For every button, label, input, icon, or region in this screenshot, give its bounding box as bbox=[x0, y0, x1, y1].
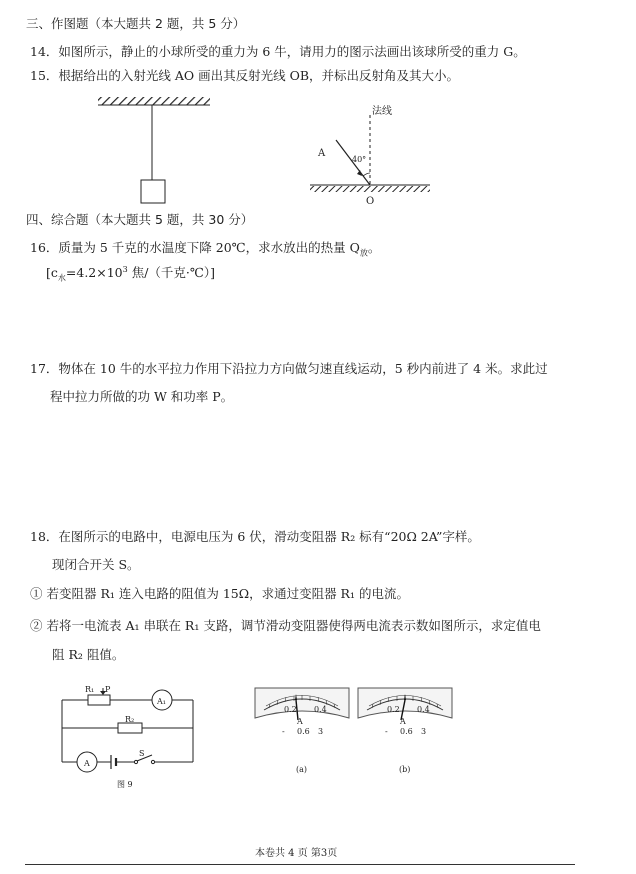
point-a-label: A bbox=[318, 148, 326, 159]
switch-s-label: S bbox=[139, 749, 145, 758]
meter-b-tick-high: 0.4 bbox=[417, 705, 430, 714]
question-18-sub1: ① 若变阻器 R₁ 连入电路的阻值为 15Ω，求通过变阻器 R₁ 的电流。 bbox=[30, 586, 409, 601]
footer-divider bbox=[25, 864, 575, 865]
meter-b-unit: A bbox=[400, 717, 406, 726]
reflection-figure bbox=[300, 100, 450, 210]
meter-b-terminal-minus: - bbox=[385, 727, 388, 736]
meter-a-tick-high: 0.4 bbox=[314, 705, 327, 714]
r2-label: R₂ bbox=[125, 715, 135, 724]
meter-a-terminal-0.6: 0.6 bbox=[297, 727, 310, 736]
question-17-line2: 程中拉力所做的功 W 和功率 P。 bbox=[50, 389, 234, 404]
r1-label: R₁ bbox=[85, 685, 95, 694]
question-18-line1: 18．在图所示的电路中，电源电压为 6 伏，滑动变阻器 R₂ 标有“20Ω 2A”字样。 bbox=[30, 529, 480, 544]
meter-a-tick-low: 0.2 bbox=[284, 705, 297, 714]
meter-a-unit: A bbox=[297, 717, 303, 726]
meter-b-caption: (b) bbox=[399, 765, 411, 774]
meter-b-tick-low: 0.2 bbox=[387, 705, 400, 714]
point-o-label: O bbox=[366, 196, 375, 207]
slider-p-label: P bbox=[105, 685, 111, 694]
question-18-sub2-line1: ② 若将一电流表 A₁ 串联在 R₁ 支路，调节滑动变阻器使得两电流表示数如图所示，求定值电 bbox=[30, 618, 541, 633]
meter-a-terminal-3: 3 bbox=[318, 727, 324, 736]
question-16: 16．质量为 5 千克的水温度下降 20℃，求水放出的热量 $Q_放$。 bbox=[30, 240, 381, 258]
meter-b-terminal-0.6: 0.6 bbox=[400, 727, 413, 736]
question-16-formula: [$c_水=4.2\times 10^3$ 焦/（千克·℃）] bbox=[46, 265, 215, 283]
question-14: 14．如图所示，静止的小球所受的重力为 6 牛，请用力的图示法画出该球所受的重力 G。 bbox=[30, 44, 526, 59]
ammeter-a-label: A bbox=[84, 759, 90, 768]
page-footer: 本卷共 4 页 第3页 bbox=[255, 848, 338, 859]
hanging-ball-figure bbox=[95, 94, 215, 206]
question-18-sub2-line2: 阻 R₂ 阻值。 bbox=[52, 647, 125, 662]
ammeter-a1-label: A₁ bbox=[157, 697, 166, 706]
question-15: 15．根据给出的入射光线 AO 画出其反射光线 OB，并标出反射角及其大小。 bbox=[30, 68, 460, 83]
question-18-line2: 现闭合开关 S。 bbox=[52, 557, 140, 572]
section4-heading: 四、综合题（本大题共 5 题，共 30 分） bbox=[26, 212, 254, 227]
ammeter-b-dial bbox=[355, 680, 455, 780]
normal-line-label: 法线 bbox=[372, 106, 392, 117]
ammeter-a-dial bbox=[252, 680, 352, 780]
figure-9-caption: 图 9 bbox=[117, 780, 133, 789]
angle-label: 40° bbox=[352, 155, 367, 164]
circuit-figure-9 bbox=[55, 676, 205, 791]
meter-b-terminal-3: 3 bbox=[421, 727, 427, 736]
meter-a-terminal-minus: - bbox=[282, 727, 285, 736]
meter-a-caption: (a) bbox=[296, 765, 308, 774]
question-17-line1: 17．物体在 10 牛的水平拉力作用下沿拉力方向做匀速直线运动，5 秒内前进了 4 米。求此过 bbox=[30, 361, 548, 376]
section3-heading: 三、作图题（本大题共 2 题，共 5 分） bbox=[26, 16, 246, 31]
